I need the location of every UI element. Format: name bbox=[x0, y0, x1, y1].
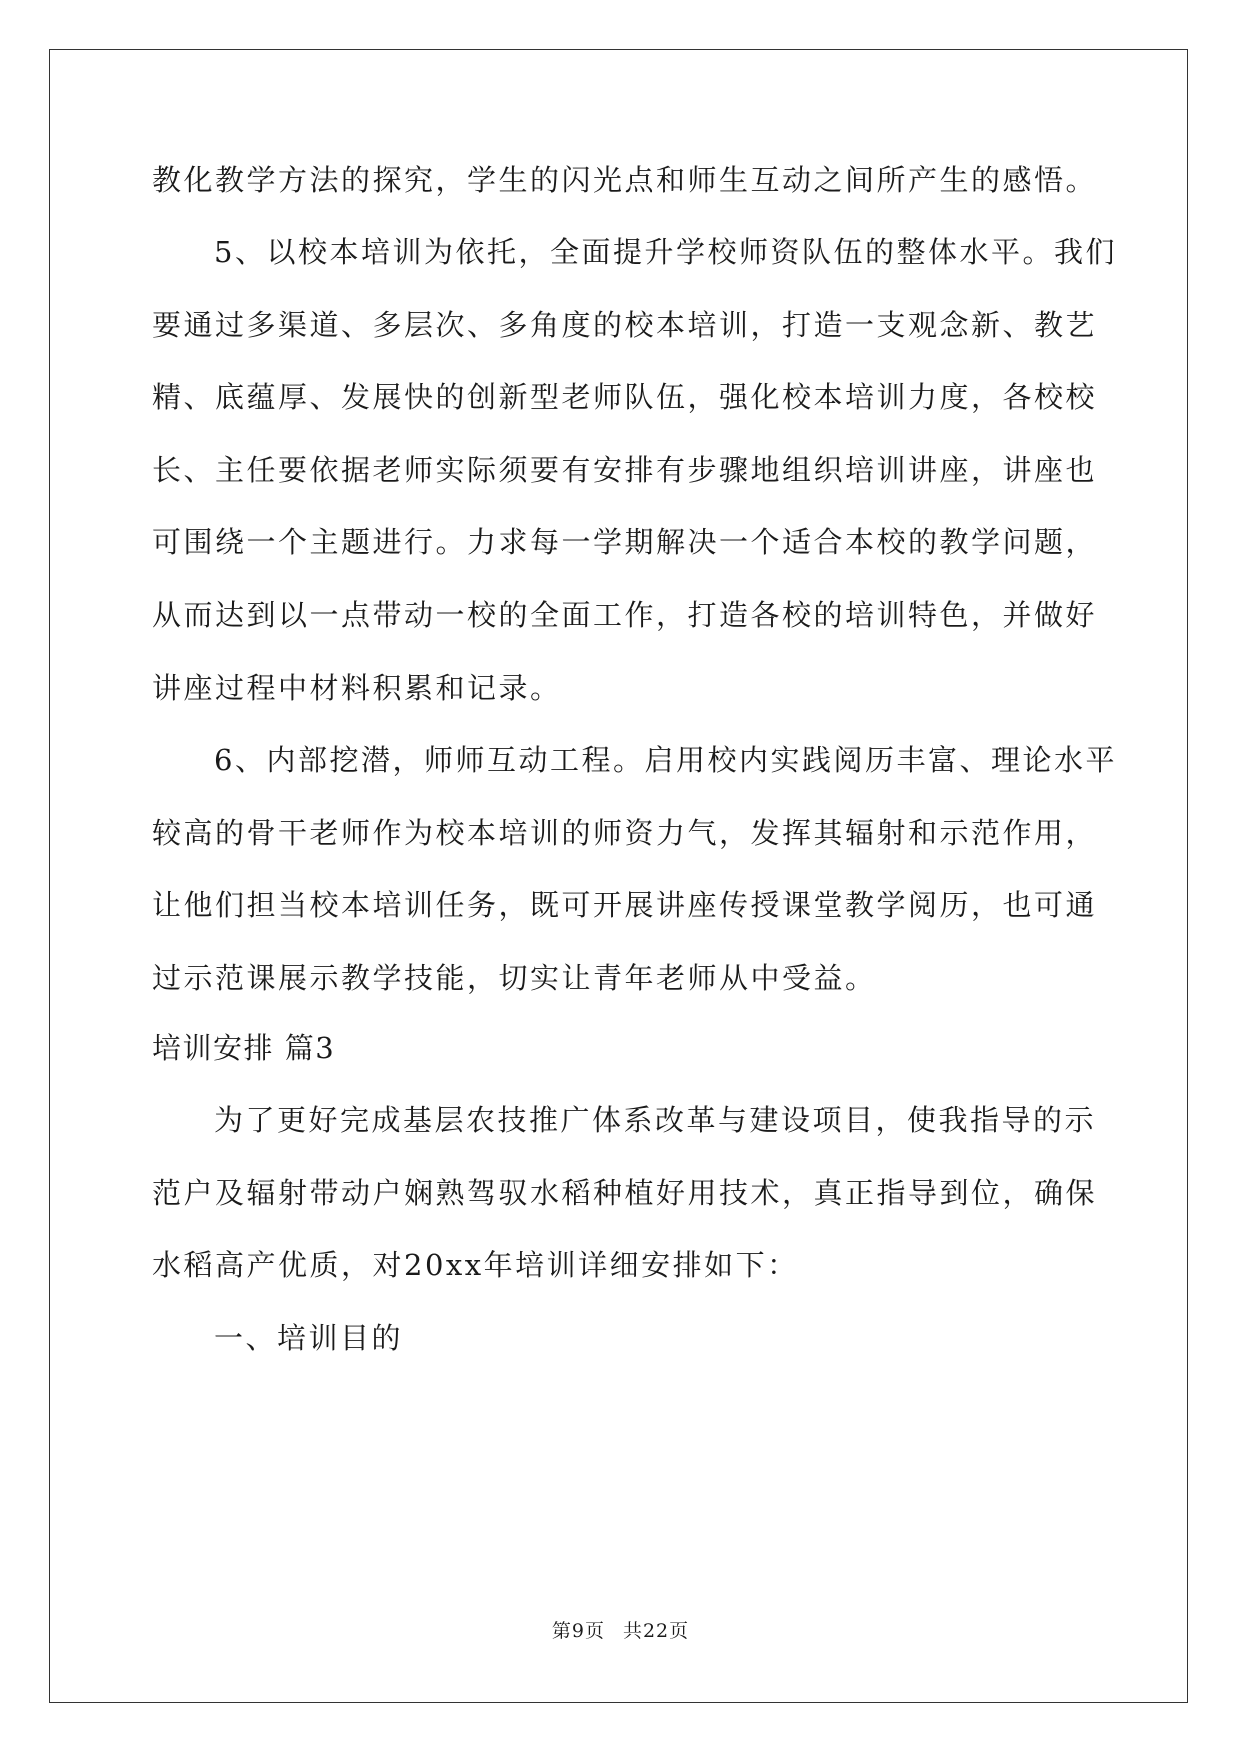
paragraph-line: 为了更好完成基层农技推广体系改革与建设项目，使我指导的示 bbox=[214, 1103, 1097, 1137]
paragraph-line: 长、主任要依据老师实际须要有安排有步骤地组织培训讲座，讲座也 bbox=[152, 453, 1098, 487]
paragraph-line: 教化教学方法的探究，学生的闪光点和师生互动之间所产生的感悟。 bbox=[152, 163, 1098, 197]
paragraph-line: 6、内部挖潜，师师互动工程。启用校内实践阅历丰富、理论水平 bbox=[214, 743, 1117, 777]
page-number-current: 第9页 bbox=[551, 1620, 605, 1642]
page-footer bbox=[0, 1616, 1241, 1643]
paragraph-line: 精、底蕴厚、发展快的创新型老师队伍，强化校本培训力度，各校校 bbox=[152, 380, 1098, 414]
paragraph-line: 讲座过程中材料积累和记录。 bbox=[152, 671, 562, 705]
paragraph-line: 较高的骨干老师作为校本培训的师资力气，发挥其辐射和示范作用， bbox=[152, 816, 1098, 850]
paragraph-line: 要通过多渠道、多层次、多角度的校本培训，打造一支观念新、教艺 bbox=[152, 308, 1098, 342]
subsection-heading: 一、培训目的 bbox=[214, 1321, 404, 1355]
paragraph-line: 5、以校本培训为依托，全面提升学校师资队伍的整体水平。我们 bbox=[214, 235, 1117, 269]
page-border bbox=[49, 49, 1188, 1703]
paragraph-line: 让他们担当校本培训任务，既可开展讲座传授课堂教学阅历，也可通 bbox=[152, 888, 1098, 922]
paragraph-line: 从而达到以一点带动一校的全面工作，打造各校的培训特色，并做好 bbox=[152, 598, 1098, 632]
section-heading: 培训安排 篇3 bbox=[152, 1031, 336, 1065]
paragraph-line: 水稻高产优质，对20xx年培训详细安排如下： bbox=[152, 1248, 799, 1282]
paragraph-line: 可围绕一个主题进行。力求每一学期解决一个适合本校的教学问题， bbox=[152, 525, 1098, 559]
paragraph-line: 范户及辐射带动户娴熟驾驭水稻种植好用技术，真正指导到位，确保 bbox=[152, 1176, 1098, 1210]
paragraph-line: 过示范课展示教学技能，切实让青年老师从中受益。 bbox=[152, 961, 877, 995]
page-number-total: 共22页 bbox=[622, 1620, 690, 1642]
